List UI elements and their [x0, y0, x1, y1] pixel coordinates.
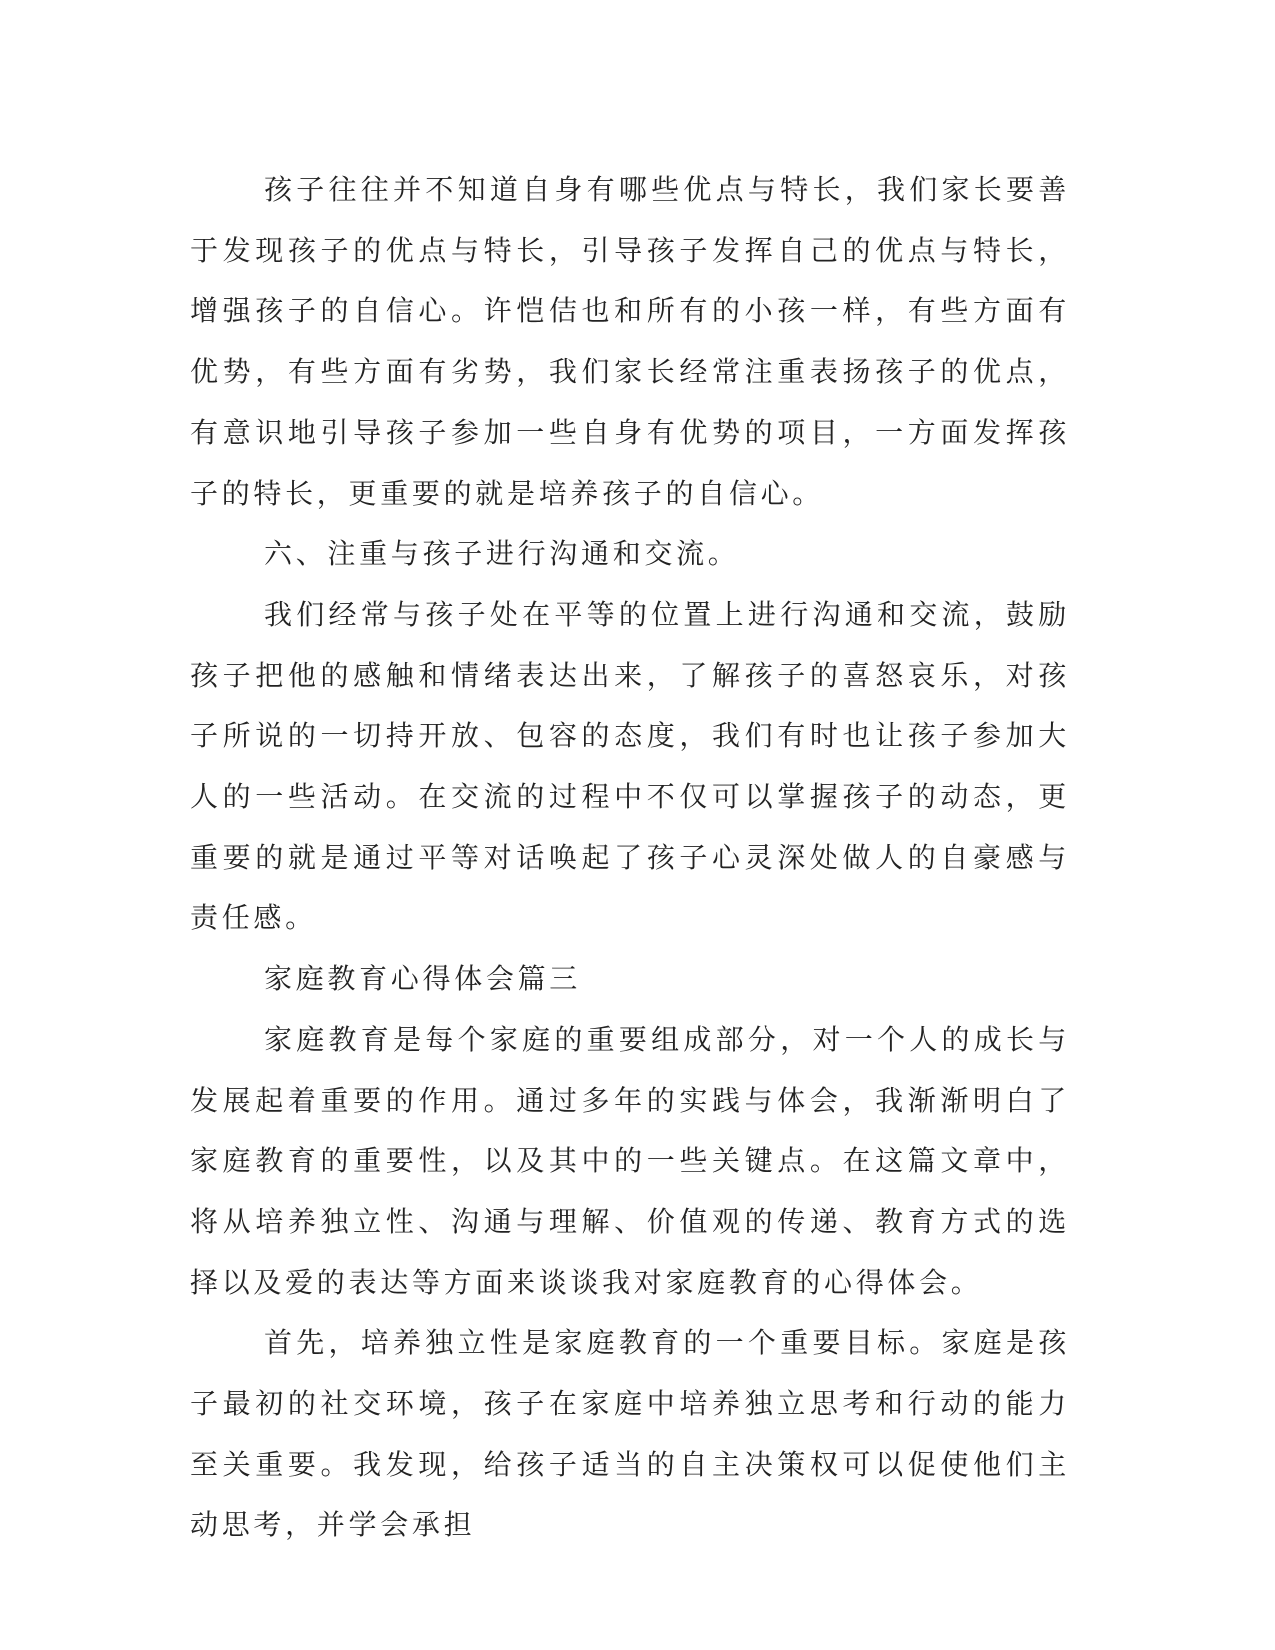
- paragraph-strengths: 孩子往往并不知道自身有哪些优点与特长，我们家长要善于发现孩子的优点与特长，引导孩子发挥自己的优点与特长，增强孩子的自信心。许恺佶也和所有的小孩一样，有些方面有优势，有些方面有劣势，我们家长经常注重表扬孩子的优点，有意识地引导孩子参加一些自身有优势的项目，一方面发挥孩子的特长，更重要的就是培养孩子的自信心。: [190, 173, 1070, 510]
- section-heading-communication: 六、注重与孩子进行沟通和交流。: [264, 537, 740, 571]
- paragraph-family-education-intro: 家庭教育是每个家庭的重要组成部分，对一个人的成长与发展起着重要的作用。通过多年的实践与体会，我渐渐明白了家庭教育的重要性，以及其中的一些关键点。在这篇文章中，将从培养独立性、沟通与理解、价值观的传递、教育方式的选择以及爱的表达等方面来谈谈我对家庭教育的心得体会。: [190, 1022, 1070, 1299]
- article-title-part-three: 家庭教育心得体会篇三: [264, 962, 582, 996]
- paragraph-communication: 我们经常与孩子处在平等的位置上进行沟通和交流，鼓励孩子把他的感触和情绪表达出来，了解孩子的喜怒哀乐，对孩子所说的一切持开放、包容的态度，我们有时也让孩子参加大人的一些活动。在交流的过程中不仅可以掌握孩子的动态，更重要的就是通过平等对话唤起了孩子心灵深处做人的自豪感与责任感。: [190, 597, 1070, 935]
- paragraph-independence: 首先，培养独立性是家庭教育的一个重要目标。家庭是孩子最初的社交环境，孩子在家庭中培养独立思考和行动的能力至关重要。我发现，给孩子适当的自主决策权可以促使他们主动思考，并学会承担: [190, 1326, 1070, 1542]
- document-body: [190, 160, 1070, 1556]
